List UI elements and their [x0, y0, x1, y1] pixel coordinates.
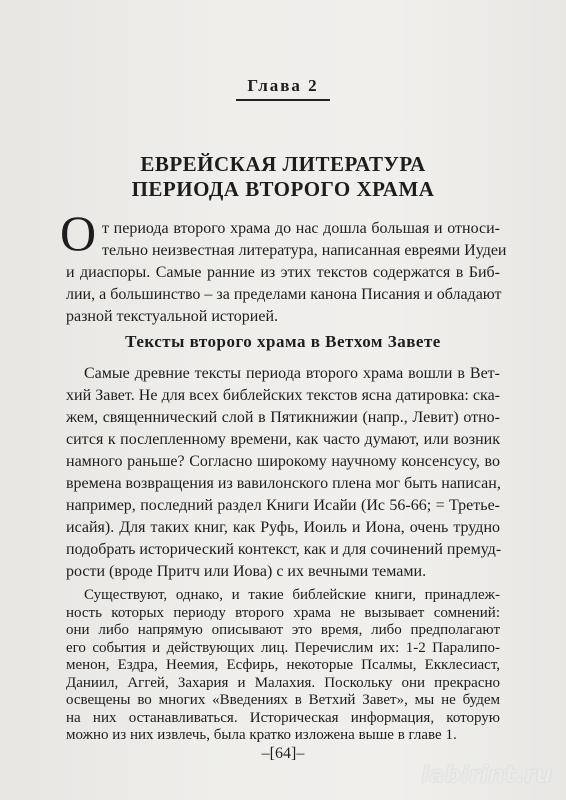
paragraph-1-line: рости (вроде Притч или Иова) с их вечными темами. — [66, 563, 427, 580]
chapter-heading: Глава 2 — [247, 76, 319, 95]
intro-line: лии, а большинство – за пределами канона Писания и обладают — [66, 286, 502, 303]
paragraph-2-line: они либо напрямую описывают это время, либо предполагают — [66, 622, 500, 638]
intro-line: т периода второго храма до нас дошла большая и относи- — [102, 220, 500, 237]
paragraph-2-line: освещены во многих «Введениях в Ветхий Завет», мы не будем — [66, 692, 500, 708]
paragraph-2-line: можно из них извлечь, была кратко изложена выше в главе 1. — [66, 727, 457, 743]
paragraph-2-line: Существуют, однако, и такие библейские книги, принадлеж- — [84, 587, 500, 603]
paragraph-1-line: сится к послепленному времени, как часто думают, или возник — [66, 431, 500, 448]
paragraph-1-line: например, последний раздел Книги Исайи (Ис 56-66; = Третье- — [66, 497, 500, 514]
paragraph-1-line: хий Завет. Не для всех библейских текстов ясна датировка: ска- — [66, 387, 500, 404]
paragraph-1-line: исайя). Для таких книг, как Руфь, Иоиль и Иона, очень трудно — [66, 519, 500, 536]
paragraph-2-line: Даниил, Аггей, Захария и Малахия. Поскольку они прекрасно — [66, 674, 500, 691]
intro-line: разной текстуальной историей. — [66, 308, 279, 325]
page-number: –[64]– — [261, 745, 305, 762]
watermark-text: labirint.ru — [421, 762, 552, 788]
intro-line: и диаспоры. Самые ранние из этих текстов содержатся в Биб- — [66, 264, 500, 281]
chapter-title — [0, 152, 566, 202]
paragraph-2-line: ность которых периоду второго храма не вызывает сомнений: — [66, 604, 500, 621]
paragraph-1-line: времена возвращения из вавилонского плена мог быть написан, — [66, 475, 501, 492]
watermark-logo — [421, 762, 552, 788]
paragraph-2-line: его события и действующих лиц. Перечислим их: 1-2 Паралипо- — [66, 639, 500, 656]
chapter-title-line-1: ЕВРЕЙСКАЯ ЛИТЕРАТУРА — [140, 152, 426, 176]
chapter-underline — [236, 99, 330, 101]
intro-line: тельно неизвестная литература, написанная евреями Иудеи — [102, 242, 507, 259]
section-heading: Тексты второго храма в Ветхом Завете — [125, 332, 441, 351]
paragraph-1-line: Самые древние тексты периода второго храма вошли в Вет- — [84, 365, 500, 382]
paragraph-2-line: менон, Ездра, Неемия, Есфирь, некоторые Псалмы, Екклесиаст, — [66, 657, 500, 673]
drop-cap: О — [60, 205, 97, 261]
paragraph-1-line: жем, священнический слой в Пятикнижии (напр., Левит) отно- — [66, 409, 500, 426]
chapter-title-line-2: ПЕРИОДА ВТОРОГО ХРАМА — [131, 177, 435, 201]
paragraph-1-line: подобрать исторический контекст, как и для сочинений премуд- — [66, 541, 502, 558]
paragraph-2-line: на них останавливаться. Историческая информация, которую — [66, 709, 500, 726]
paragraph-1-line: намного раньше? Согласно широкому научному консенсусу, во — [66, 453, 500, 470]
